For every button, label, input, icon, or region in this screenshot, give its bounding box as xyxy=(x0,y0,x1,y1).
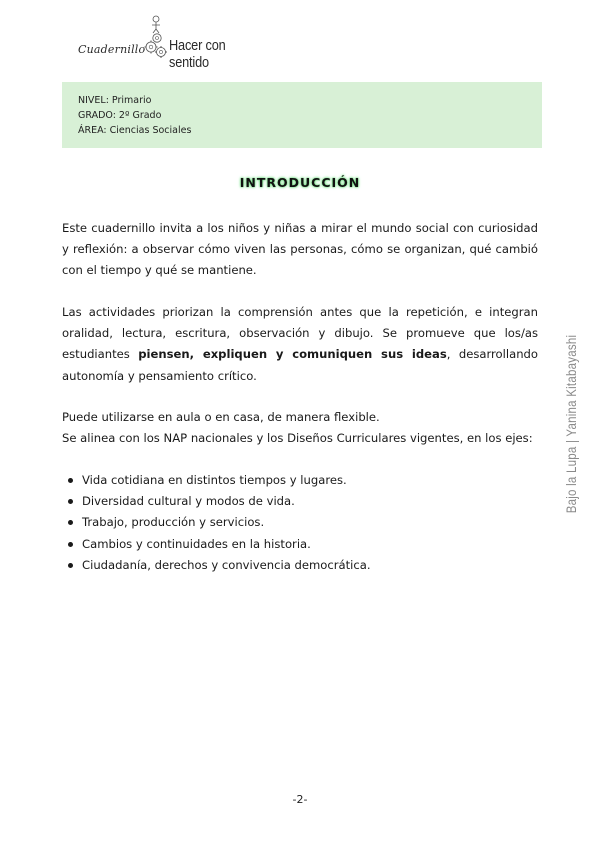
paragraph-2-bold: piensen, expliquen y comuniquen sus ideas xyxy=(138,347,447,362)
info-grado: GRADO: 2º Grado xyxy=(78,110,162,121)
paragraph-1: Este cuadernillo invita a los niños y niñas a mirar el mundo social con curiosidad y reflexión: a observar cómo viven las personas, cómo se organizan, qué cambió con el tiempo y qué se mantiene. xyxy=(62,221,538,278)
section-title xyxy=(0,172,600,191)
stacked-gears-figure-icon xyxy=(142,14,170,60)
bullet-icon xyxy=(68,563,73,568)
paragraph-3-line-1: Puede utilizarse en aula o en casa, de manera flexible. xyxy=(62,410,380,424)
header-logo xyxy=(76,14,276,71)
paragraph-3 xyxy=(62,407,538,449)
list-item: Cambios y continuidades en la historia. xyxy=(62,534,538,555)
list-item: Diversidad cultural y modos de vida. xyxy=(62,491,538,512)
list-item: Ciudadanía, derechos y convivencia democrática. xyxy=(62,555,538,576)
section-title-text: INTRODUCCIÓN xyxy=(239,175,361,190)
info-nivel: NIVEL: Primario xyxy=(78,95,152,106)
paragraph-3-line-2: Se alinea con los NAP nacionales y los Diseños Curriculares vigentes, en los ejes: xyxy=(62,431,533,446)
paragraph-2 xyxy=(62,302,538,387)
side-author-credit: Bajo la Lupa | Yanina Kitabayashi xyxy=(563,334,579,514)
bullet-icon xyxy=(68,542,73,547)
paragraph-2-start: Las actividades priorizan la comprensión antes que la repetición, e integran oralidad, lectura, escritura, observación y dibujo. Se promueve que los/as estudiantes xyxy=(62,305,538,362)
info-box xyxy=(62,82,542,148)
list-item: Trabajo, producción y servicios. xyxy=(62,512,538,533)
bullet-icon xyxy=(68,478,73,483)
list-item: Vida cotidiana en distintos tiempos y lugares. xyxy=(62,470,538,491)
info-area: ÁREA: Ciencias Sociales xyxy=(78,125,192,136)
paragraph-2-end: , desarrollando autonomía y pensamiento crítico. xyxy=(62,347,538,383)
bullet-icon xyxy=(68,499,73,504)
bullet-icon xyxy=(68,520,73,525)
axes-list xyxy=(62,470,538,576)
logo-tagline: Hacer con sentido xyxy=(169,37,226,71)
page-number: -2- xyxy=(292,793,308,806)
logo-word: Cuadernillo xyxy=(78,43,146,56)
